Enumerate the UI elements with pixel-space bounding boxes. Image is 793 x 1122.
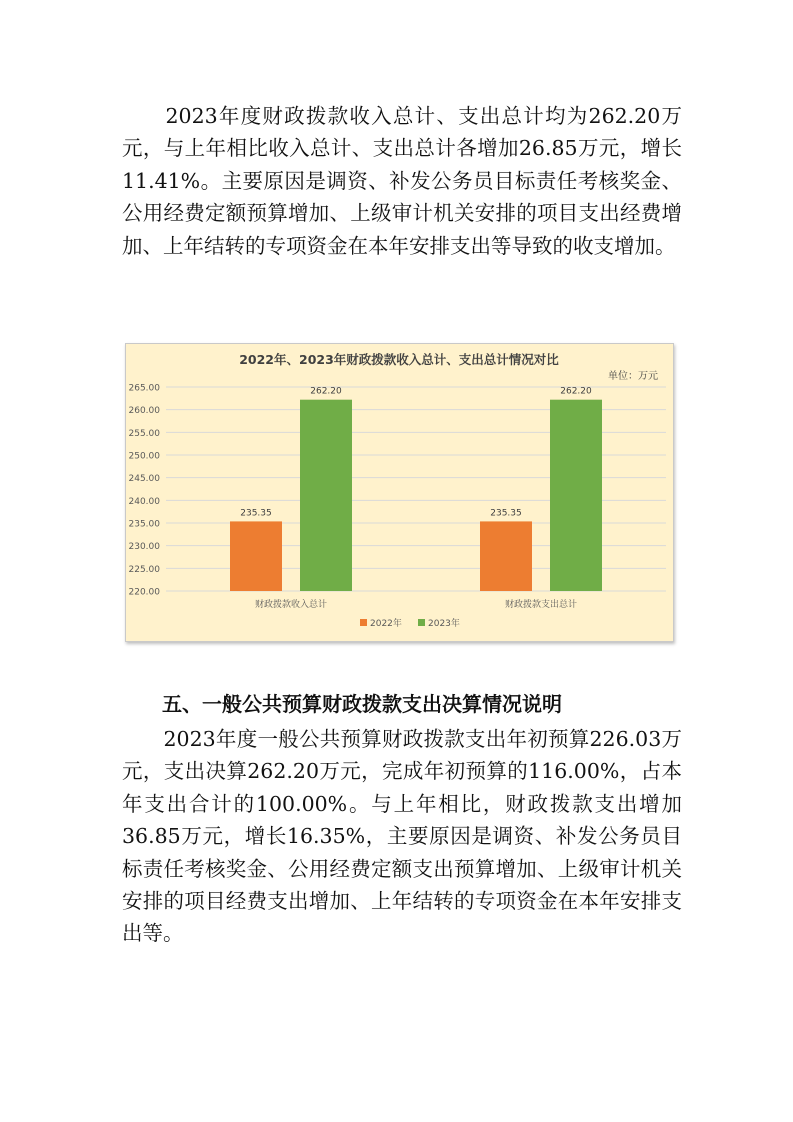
data-label: 262.20 <box>560 386 592 397</box>
paragraph-general-budget-expense: 2023年度一般公共预算财政拨款支出年初预算226.03万元，支出决算262.20万元，完成年初预算的116.00%，占本年支出合计的100.00%。与上年相比，财政拨款支出增加36.85万元，增长16.35%，主要原因是调资、补发公务员目标责任考核奖金、公用经费定额支出预算增加、上级审计机关安排的项目经费支出增加、上年结转的专项资金在本年安排支出等。 <box>122 727 682 946</box>
bar <box>480 521 532 591</box>
x-category-label: 财政拨款收入总计 <box>254 600 328 610</box>
chart-title: 2022年、2023年财政拨款收入总计、支出总计情况对比 <box>239 352 559 367</box>
y-tick-label: 235.00 <box>128 519 160 530</box>
bar-chart <box>126 344 673 641</box>
data-label: 235.35 <box>490 508 522 519</box>
x-category-label: 财政拨款支出总计 <box>504 600 578 610</box>
y-tick-label: 260.00 <box>128 406 160 417</box>
y-tick-label: 265.00 <box>128 383 160 394</box>
bar <box>550 400 602 591</box>
legend-swatch <box>418 619 425 626</box>
bar <box>230 521 282 591</box>
bar <box>300 400 352 591</box>
y-tick-label: 245.00 <box>128 474 160 485</box>
chart-unit-label: 单位：万元 <box>608 371 658 382</box>
legend-label: 2022年 <box>370 619 402 629</box>
y-tick-label: 225.00 <box>128 564 160 575</box>
data-label: 235.35 <box>240 508 272 519</box>
legend-swatch <box>360 619 367 626</box>
y-tick-label: 250.00 <box>128 451 160 462</box>
paragraph-income-expense-summary: 2023年度财政拨款收入总计、支出总计均为262.20万元，与上年相比收入总计、支出总计各增加26.85万元，增长11.41%。主要原因是调资、补发公务员目标责任考核奖金、公用经费定额预算增加、上级审计机关安排的项目支出经费增加、上年结转的专项资金在本年安排支出等导致的收支增加。 <box>122 104 682 258</box>
section-heading: 五、一般公共预算财政拨款支出决算情况说明 <box>162 692 562 716</box>
legend-label: 2023年 <box>428 619 460 629</box>
bar-chart-container <box>125 343 674 642</box>
data-label: 262.20 <box>310 386 342 397</box>
y-tick-label: 230.00 <box>128 542 160 553</box>
y-tick-label: 240.00 <box>128 496 160 507</box>
y-tick-label: 255.00 <box>128 428 160 439</box>
y-tick-label: 220.00 <box>128 587 160 598</box>
